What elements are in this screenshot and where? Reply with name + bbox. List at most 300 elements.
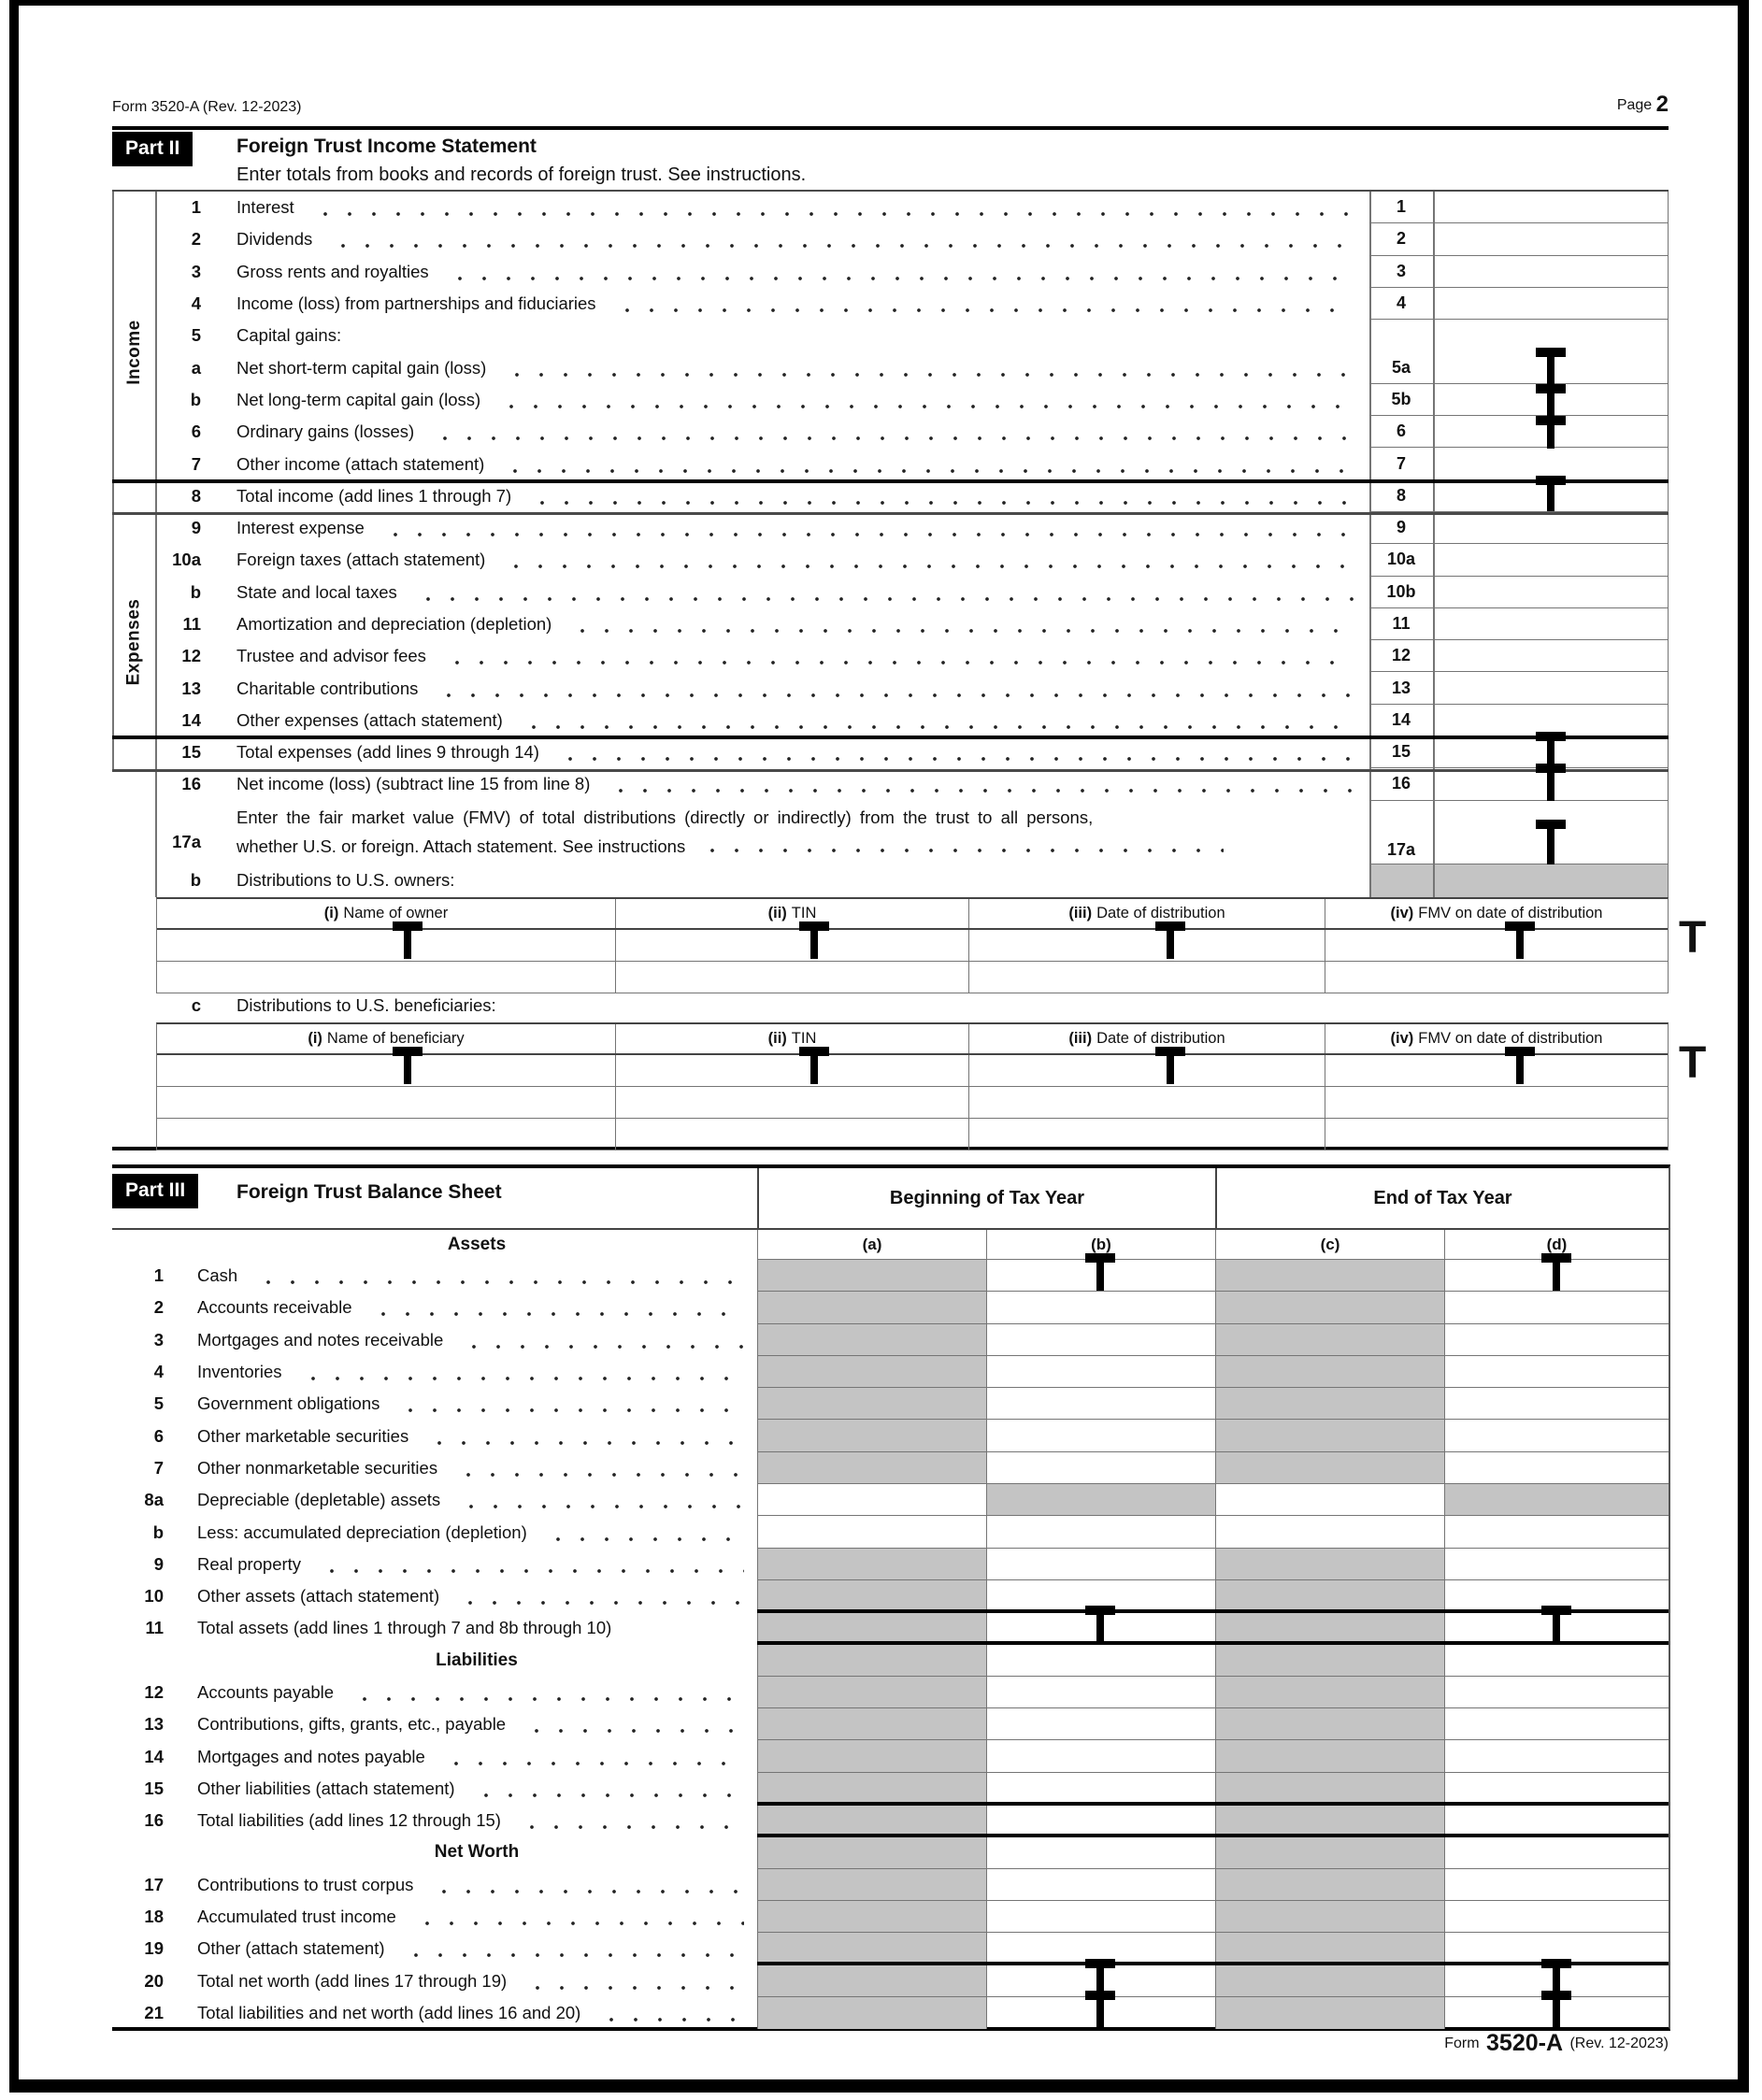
line-number: 15 [144, 1778, 164, 1798]
p3-line-14-col-a [757, 1740, 986, 1772]
dot-leader [352, 1697, 744, 1701]
line-number: 14 [144, 1746, 164, 1766]
line-number: 21 [144, 2002, 164, 2022]
heavy-rule-below-line11 [757, 1641, 1669, 1645]
line-label: Other (attach statement) [197, 1938, 385, 1959]
beneficiary-cell-i3[interactable] [968, 1087, 1325, 1119]
cursor-bar [1505, 1047, 1535, 1056]
part3-line-10 [112, 1580, 1669, 1612]
text-cursor-artifact [1541, 1606, 1571, 1643]
p3-line-18-col-c [1215, 1901, 1444, 1933]
beneficiary-row [157, 1119, 1668, 1150]
dot-leader [546, 1537, 744, 1541]
owner-cell-i2[interactable] [615, 930, 968, 962]
dot-leader [371, 1312, 744, 1316]
part3-subheader-row [112, 1230, 1669, 1260]
line-label: Foreign taxes (attach statement) [236, 550, 486, 570]
p3-line-7-col-a [757, 1452, 986, 1484]
p3-line-12-col-a [757, 1677, 986, 1708]
column-header: (iii) Date of distribution [968, 899, 1325, 928]
line-label: Total net worth (add lines 17 through 19) [197, 1970, 508, 1991]
line-number: 14 [181, 709, 201, 730]
line-label: Other expenses (attach statement) [236, 709, 503, 730]
part2-line-2 [156, 223, 1669, 255]
line-16-box-number: 16 [1369, 768, 1433, 800]
distribution-table-header [157, 1024, 1668, 1055]
column-header: (iii) Date of distribution [968, 1024, 1325, 1053]
line-number: 2 [191, 229, 201, 250]
beneficiary-cell-i4[interactable] [1325, 1087, 1668, 1119]
owner-cell-i1[interactable] [157, 930, 615, 962]
p3-line-2-col-d[interactable] [1444, 1292, 1669, 1323]
line-17b-label: Distributions to U.S. owners: [236, 870, 455, 891]
line-label: Mortgages and notes payable [197, 1746, 425, 1766]
dot-leader [320, 1569, 744, 1573]
cursor-bar [799, 1047, 829, 1056]
dot-leader [459, 1505, 744, 1508]
beneficiary-cell-i1[interactable] [157, 1119, 615, 1150]
beneficiary-cell-i3[interactable] [968, 1119, 1325, 1150]
beneficiary-cell-i2[interactable] [615, 1055, 968, 1087]
p3-line-2-col-b[interactable] [986, 1292, 1215, 1323]
cursor-stem [1547, 348, 1554, 449]
p3-line-5-col-a [757, 1388, 986, 1420]
p3-line-12-col-d[interactable] [1444, 1677, 1669, 1708]
footer-form-number: 3520-A [1486, 2030, 1564, 2056]
p3-line-Liabilities-col-d[interactable] [1444, 1645, 1669, 1677]
p3-line-12-col-c [1215, 1677, 1444, 1708]
line-number: 6 [191, 421, 201, 442]
column-header: (iv) FMV on date of distribution [1325, 1024, 1668, 1053]
dot-leader [432, 1890, 744, 1893]
p3-line-Net Worth-col-d[interactable] [1444, 1836, 1669, 1868]
p3-line-14-col-c [1215, 1740, 1444, 1772]
footer-revision: (Rev. 12-2023) [1569, 2036, 1669, 2051]
p3-line-7-col-b[interactable] [986, 1452, 1215, 1484]
line-label: Other liabilities (attach statement) [197, 1778, 455, 1798]
line-number: 9 [153, 1553, 164, 1574]
dot-leader [448, 277, 1354, 280]
p3-line-15-col-d[interactable] [1444, 1773, 1669, 1805]
p3-line-13-col-a [757, 1708, 986, 1740]
income-expenses-divider [112, 512, 1669, 515]
text-cursor-artifact [1536, 732, 1566, 801]
column-header: (iv) FMV on date of distribution [1325, 899, 1668, 928]
part3-line-b [112, 1516, 1669, 1548]
line-number: 5 [153, 1393, 164, 1414]
part2-line-17b [156, 864, 1669, 896]
line-12-amount-field[interactable] [1433, 640, 1669, 672]
dot-leader [570, 629, 1354, 633]
line-number: 9 [191, 518, 201, 538]
part2-line-7 [156, 448, 1669, 479]
heavy-rule-below-line16 [757, 1834, 1669, 1837]
line-number: 20 [144, 1970, 164, 1991]
heavy-rule-above-line16 [757, 1802, 1669, 1806]
p3-line-4-col-a [757, 1356, 986, 1388]
line-number: b [190, 581, 201, 602]
part3-section-header-net-worth [112, 1836, 1669, 1868]
line-label: Interest expense [236, 518, 365, 538]
text-cursor-artifact [1085, 1959, 1115, 2027]
owner-cell-i3[interactable] [968, 962, 1325, 993]
p3-line-15-col-b[interactable] [986, 1773, 1215, 1805]
line-label: Contributions, gifts, grants, etc., payable [197, 1714, 507, 1735]
part3-line-4 [112, 1356, 1669, 1388]
text-cursor-artifact [1541, 1959, 1571, 2027]
line-label: Interest [236, 197, 294, 218]
p3-line-4-col-b[interactable] [986, 1356, 1215, 1388]
cursor-bar [1541, 1991, 1571, 2000]
p3-line-15-col-c [1215, 1773, 1444, 1805]
part2-title: Foreign Trust Income Statement [236, 136, 537, 157]
line-3-amount-field[interactable] [1433, 256, 1669, 288]
part3-line-7 [112, 1452, 1669, 1484]
p3-line-5-col-c [1215, 1388, 1444, 1420]
line-label: Other marketable securities [197, 1425, 409, 1446]
line-label: Contributions to trust corpus [197, 1874, 414, 1894]
part2-line-4 [156, 288, 1669, 320]
p3-line-13-col-c [1215, 1708, 1444, 1740]
text-cursor-artifact [393, 921, 423, 959]
beneficiary-cell-i1[interactable] [157, 1087, 615, 1119]
grid-line [1668, 192, 1669, 897]
p3-line-13-col-d[interactable] [1444, 1708, 1669, 1740]
cursor-bar [799, 921, 829, 931]
column-header: (i) Name of owner [323, 904, 449, 921]
line-17c-label: Distributions to U.S. beneficiaries: [236, 995, 496, 1016]
p3-line-13-col-b[interactable] [986, 1708, 1215, 1740]
dot-leader [499, 405, 1354, 408]
p3-line-1-col-a [757, 1260, 986, 1292]
part2-line-17a [156, 801, 1669, 865]
cursor-bar [1541, 1253, 1571, 1263]
line-label: Real property [197, 1553, 302, 1574]
beneficiary-cell-i1[interactable] [157, 1055, 615, 1087]
cursor-bar [1541, 1959, 1571, 1968]
line-number: 8a [144, 1490, 164, 1510]
line-number: 1 [153, 1265, 164, 1286]
line-label: Dividends [236, 229, 313, 250]
owner-row [157, 930, 1668, 962]
distribution-table-header [157, 899, 1668, 930]
p3-line-3-col-a [757, 1324, 986, 1356]
part2-line-15 [156, 736, 1669, 768]
part2-rows [156, 192, 1669, 801]
p3-line-1-col-c [1215, 1260, 1444, 1292]
dot-leader [331, 244, 1354, 248]
line-number: 15 [181, 742, 201, 763]
line-label: Other nonmarketable securities [197, 1457, 438, 1478]
p3-line-18-col-b[interactable] [986, 1901, 1215, 1933]
p3-line-b-col-d[interactable] [1444, 1516, 1669, 1548]
line-number: 18 [144, 1907, 164, 1927]
part3-line-8a [112, 1484, 1669, 1516]
line-number: 5 [191, 325, 201, 346]
part2-line-13 [156, 672, 1669, 704]
p3-line-11-col-a [757, 1612, 986, 1644]
owner-cell-i1[interactable] [157, 962, 615, 993]
line-label: Other assets (attach statement) [197, 1586, 440, 1607]
line-number: 10a [172, 550, 201, 570]
p3-line-17-col-a [757, 1869, 986, 1901]
line-12-box-number: 12 [1369, 640, 1433, 672]
dot-leader [525, 1986, 744, 1990]
cursor-bar [393, 1047, 423, 1056]
part2-header-band [112, 126, 1669, 193]
owner-cell-i2[interactable] [615, 962, 968, 993]
line-15-box-number: 15 [1369, 736, 1433, 768]
text-cursor-artifact [1085, 1253, 1115, 1291]
dot-leader [504, 564, 1354, 568]
part3-line-18 [112, 1901, 1669, 1933]
part3-line-16 [112, 1805, 1669, 1836]
part3-line-13 [112, 1708, 1669, 1740]
line-label: Depreciable (depletable) assets [197, 1490, 441, 1510]
text-cursor-artifact [799, 921, 829, 959]
shaded-cell [1369, 864, 1669, 896]
line-10a-box-number: 10a [1369, 544, 1433, 576]
beneficiary-cell-i4[interactable] [1325, 1119, 1668, 1150]
owner-cell-i4[interactable] [1325, 930, 1668, 962]
part2-line-10a [156, 544, 1669, 576]
p3-line-5-col-b[interactable] [986, 1388, 1215, 1420]
line-4-amount-field[interactable] [1433, 288, 1669, 320]
dot-leader [427, 1441, 744, 1445]
column-head-b: (b) [986, 1230, 1215, 1260]
line-number: 1 [191, 197, 201, 218]
p3-line-9-col-d[interactable] [1444, 1549, 1669, 1580]
line-4-box-number: 4 [1369, 288, 1433, 320]
p3-line-16-col-b[interactable] [986, 1805, 1215, 1836]
p3-line-14-col-b[interactable] [986, 1740, 1215, 1772]
part3-section-header-liabilities [112, 1645, 1669, 1677]
line-3-box-number: 3 [1369, 256, 1433, 288]
part2-table [112, 190, 1669, 1150]
line-letter: c [191, 995, 201, 1016]
column-header: (ii) TIN [615, 1024, 968, 1053]
line-13-amount-field[interactable] [1433, 672, 1669, 704]
expenses-bottom-divider [112, 769, 1669, 772]
part2-line-14 [156, 705, 1669, 736]
text-cursor-artifact [1085, 1606, 1115, 1643]
line-number: 10 [144, 1586, 164, 1607]
line-label: Accounts receivable [197, 1297, 352, 1318]
line-label: Net income (loss) (subtract line 15 from line 8) [236, 774, 591, 794]
line-label: Less: accumulated depreciation (depletion) [197, 1521, 527, 1542]
part3-line-20 [112, 1965, 1669, 1997]
p3-line-6-col-a [757, 1420, 986, 1451]
cursor-bar [1085, 1253, 1115, 1263]
section-header-label: Liabilities [436, 1650, 518, 1670]
p3-line-3-col-b[interactable] [986, 1324, 1215, 1356]
p3-line-8a-col-c[interactable] [1215, 1484, 1444, 1516]
dot-leader [383, 533, 1354, 536]
p3-line-5-col-d[interactable] [1444, 1388, 1669, 1420]
dot-leader [456, 1473, 744, 1477]
part3-line-2 [112, 1292, 1669, 1323]
line-label: Ordinary gains (losses) [236, 421, 415, 442]
part2-line-3 [156, 256, 1669, 288]
owner-cell-i4[interactable] [1325, 962, 1668, 993]
line-9-amount-field[interactable] [1433, 512, 1669, 544]
text-cursor-artifact: T [1679, 1038, 1707, 1088]
dot-leader [433, 436, 1354, 440]
line-label: Capital gains: [236, 325, 342, 346]
income-label: Income [123, 320, 144, 385]
p3-line-16-col-c [1215, 1805, 1444, 1836]
part2-line-16 [156, 768, 1669, 800]
page-indicator [1617, 92, 1669, 118]
text-cursor-artifact [1536, 476, 1566, 511]
line-number: b [152, 1521, 164, 1542]
heavy-rule-above-line15 [112, 736, 1669, 739]
line-5-box-number [1369, 320, 1433, 351]
p3-line-4-col-d[interactable] [1444, 1356, 1669, 1388]
p3-line-Liabilities-col-c [1215, 1645, 1444, 1677]
line-label: Amortization and depreciation (depletion) [236, 614, 552, 634]
part2-subtitle: Enter totals from books and records of foreign trust. See instructions. [236, 164, 807, 185]
beneficiary-cell-i2[interactable] [615, 1119, 968, 1150]
line-14-box-number: 14 [1369, 705, 1433, 736]
beneficiary-cell-i2[interactable] [615, 1087, 968, 1119]
part3-line-12 [112, 1677, 1669, 1708]
p3-line-b-col-c[interactable] [1215, 1516, 1444, 1548]
beneficiary-row [157, 1055, 1668, 1087]
p3-line-9-col-b[interactable] [986, 1549, 1215, 1580]
p3-line-14-col-d[interactable] [1444, 1740, 1669, 1772]
p3-line-Liabilities-col-b[interactable] [986, 1645, 1215, 1677]
line-2-amount-field[interactable] [1433, 223, 1669, 255]
p3-line-17-col-d[interactable] [1444, 1869, 1669, 1901]
p3-line-17-col-b[interactable] [986, 1869, 1215, 1901]
dot-leader [404, 1953, 744, 1957]
p3-line-19-col-a [757, 1933, 986, 1964]
line-1-amount-field[interactable] [1433, 192, 1669, 223]
cursor-bar [1536, 348, 1566, 357]
dot-leader [609, 789, 1354, 793]
p3-line-6-col-b[interactable] [986, 1420, 1215, 1451]
grid-line [1433, 192, 1435, 897]
dot-leader [615, 308, 1354, 312]
page-number: 2 [1655, 92, 1669, 117]
text-cursor-artifact [1536, 348, 1566, 449]
p3-line-8a-col-a[interactable] [757, 1484, 986, 1516]
dot-leader [474, 1793, 744, 1797]
line-6-box-number: 6 [1369, 416, 1433, 448]
cursor-bar [393, 921, 423, 931]
line-10b-box-number: 10b [1369, 577, 1433, 608]
p3-line-b-col-b[interactable] [986, 1516, 1215, 1548]
expenses-label: Expenses [123, 598, 144, 685]
line-10b-amount-field[interactable] [1433, 577, 1669, 608]
part3-line-6 [112, 1420, 1669, 1451]
line-17a-box-number: 17a [1386, 840, 1416, 860]
p3-line-6-col-d[interactable] [1444, 1420, 1669, 1451]
line-number: 16 [181, 774, 201, 794]
line-10a-amount-field[interactable] [1433, 544, 1669, 576]
owner-cell-i3[interactable] [968, 930, 1325, 962]
text-cursor-artifact [1155, 921, 1185, 959]
dot-leader [437, 693, 1354, 697]
line-label: Trustee and advisor fees [236, 646, 426, 666]
beginning-of-tax-year-header: Beginning of Tax Year [757, 1168, 1215, 1228]
line-11-amount-field[interactable] [1433, 608, 1669, 640]
line-8-box-number: 8 [1369, 480, 1433, 512]
line-9-box-number: 9 [1369, 512, 1433, 544]
line-label: Total assets (add lines 1 through 7 and 8b through 10) [197, 1618, 612, 1638]
p3-line-10-col-c [1215, 1580, 1444, 1612]
text-cursor-artifact [1505, 921, 1535, 959]
beneficiary-cell-i4[interactable] [1325, 1055, 1668, 1087]
dot-leader [256, 1280, 744, 1284]
dot-leader [445, 661, 1354, 664]
line-13-box-number: 13 [1369, 672, 1433, 704]
part2-line-5 [156, 320, 1669, 351]
column-header: (ii) TIN [615, 899, 968, 928]
text-cursor-artifact: T [1679, 913, 1707, 963]
dot-leader [301, 1377, 745, 1380]
dot-leader [524, 1729, 744, 1733]
p3-line-Net Worth-col-b[interactable] [986, 1836, 1215, 1868]
beneficiary-row [157, 1087, 1668, 1119]
beneficiary-cell-i3[interactable] [968, 1055, 1325, 1087]
column-header: (i) Name of beneficiary [308, 1029, 465, 1047]
heavy-rule-above-line11 [757, 1609, 1669, 1613]
p3-line-b-col-a[interactable] [757, 1516, 986, 1548]
p3-line-18-col-a [757, 1901, 986, 1933]
text-cursor-artifact [1505, 1047, 1535, 1084]
p3-line-21-col-a [757, 1997, 986, 2029]
p3-line-11-col-c [1215, 1612, 1444, 1644]
part2-line-1 [156, 192, 1669, 223]
text-cursor-artifact [393, 1047, 423, 1084]
p3-line-8a-col-b [986, 1484, 1215, 1516]
line-label: Mortgages and notes receivable [197, 1329, 444, 1350]
part2-line-12 [156, 640, 1669, 672]
part3-tag: Part III [112, 1174, 198, 1208]
p3-line-18-col-d[interactable] [1444, 1901, 1669, 1933]
line-label: Total liabilities and net worth (add lines 16 and 20) [197, 2002, 581, 2022]
line-label: Total expenses (add lines 9 through 14) [236, 742, 539, 763]
footer-form-reference [1444, 2030, 1669, 2057]
dot-leader [503, 469, 1354, 473]
assets-header: Assets [447, 1235, 507, 1254]
line-7-box-number: 7 [1369, 448, 1433, 479]
p3-line-4-col-c [1215, 1356, 1444, 1388]
p3-line-21-col-c [1215, 1997, 1444, 2029]
cursor-bar [1536, 384, 1566, 393]
cursor-bar [1505, 921, 1535, 931]
dot-leader [415, 1921, 744, 1925]
part2-tag: Part II [112, 132, 193, 166]
part2-line-8 [156, 480, 1669, 512]
part3-line-11 [112, 1612, 1669, 1644]
part3-header-row [112, 1168, 1669, 1230]
p3-line-16-col-d[interactable] [1444, 1805, 1669, 1836]
line-label: Gross rents and royalties [236, 261, 429, 281]
p3-line-7-col-d[interactable] [1444, 1452, 1669, 1484]
p3-line-10-col-a [757, 1580, 986, 1612]
line-number: 13 [144, 1714, 164, 1735]
p3-line-12-col-b[interactable] [986, 1677, 1215, 1708]
line-number: 12 [181, 646, 201, 666]
p3-line-3-col-d[interactable] [1444, 1324, 1669, 1356]
cursor-bar [1536, 416, 1566, 425]
line-5a-box-number: 5a [1369, 351, 1433, 383]
p3-line-3-col-c [1215, 1324, 1444, 1356]
column-head-c: (c) [1215, 1230, 1444, 1260]
